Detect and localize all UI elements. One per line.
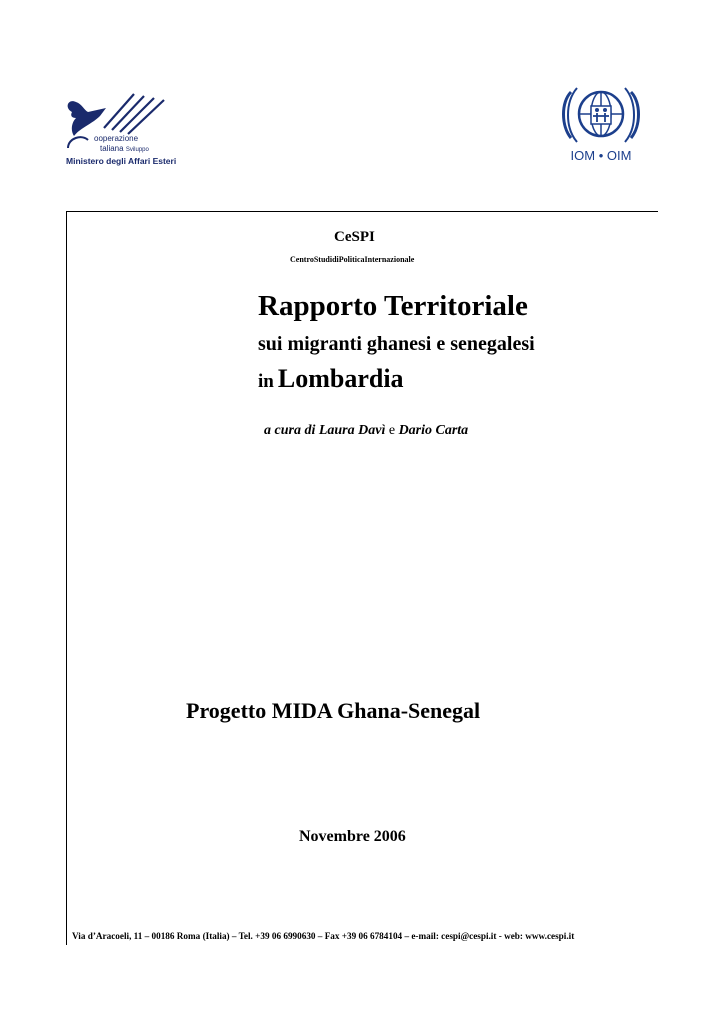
ministry-name: Ministero degli Affari Esteri (66, 156, 177, 166)
author1-surname: Davì (358, 423, 386, 438)
top-rule (66, 211, 658, 212)
org-name: CeSPI (334, 229, 375, 245)
coop-logo-text: ooperazione (94, 134, 139, 143)
publication-date: Novembre 2006 (299, 828, 406, 845)
coop-logo-text-2: taliana Sviluppo (100, 144, 149, 153)
project-name: Progetto MIDA Ghana-Senegal (186, 698, 481, 723)
authors-prefix: a cura di Laura (264, 423, 355, 438)
left-rule (66, 211, 67, 945)
report-subtitle: sui migranti ghanesi e senegalesi (258, 333, 535, 355)
iom-logo (553, 82, 649, 166)
region-name: Lombardia (277, 364, 404, 393)
org-full-name: CentroStudidiPoliticaInternazionale (290, 255, 415, 264)
authors-line (264, 423, 468, 439)
author2-name: Dario Carta (398, 423, 469, 438)
iom-logo-text: IOM • OIM (570, 148, 632, 163)
cooperazione-logo (62, 84, 180, 174)
report-region-line (258, 364, 404, 394)
authors-conjunction: e (388, 423, 396, 438)
footer-contact: Via d’Aracoeli, 11 – 00186 Roma (Italia) – Tel. +39 06 6990630 – Fax +39 06 6784104 – e-mail: cespi@cespi.it - web: www.cespi.it (72, 931, 575, 941)
iom-emblem-icon (553, 82, 649, 148)
report-title: Rapporto Territoriale (258, 290, 528, 322)
in-word: in (258, 371, 274, 392)
